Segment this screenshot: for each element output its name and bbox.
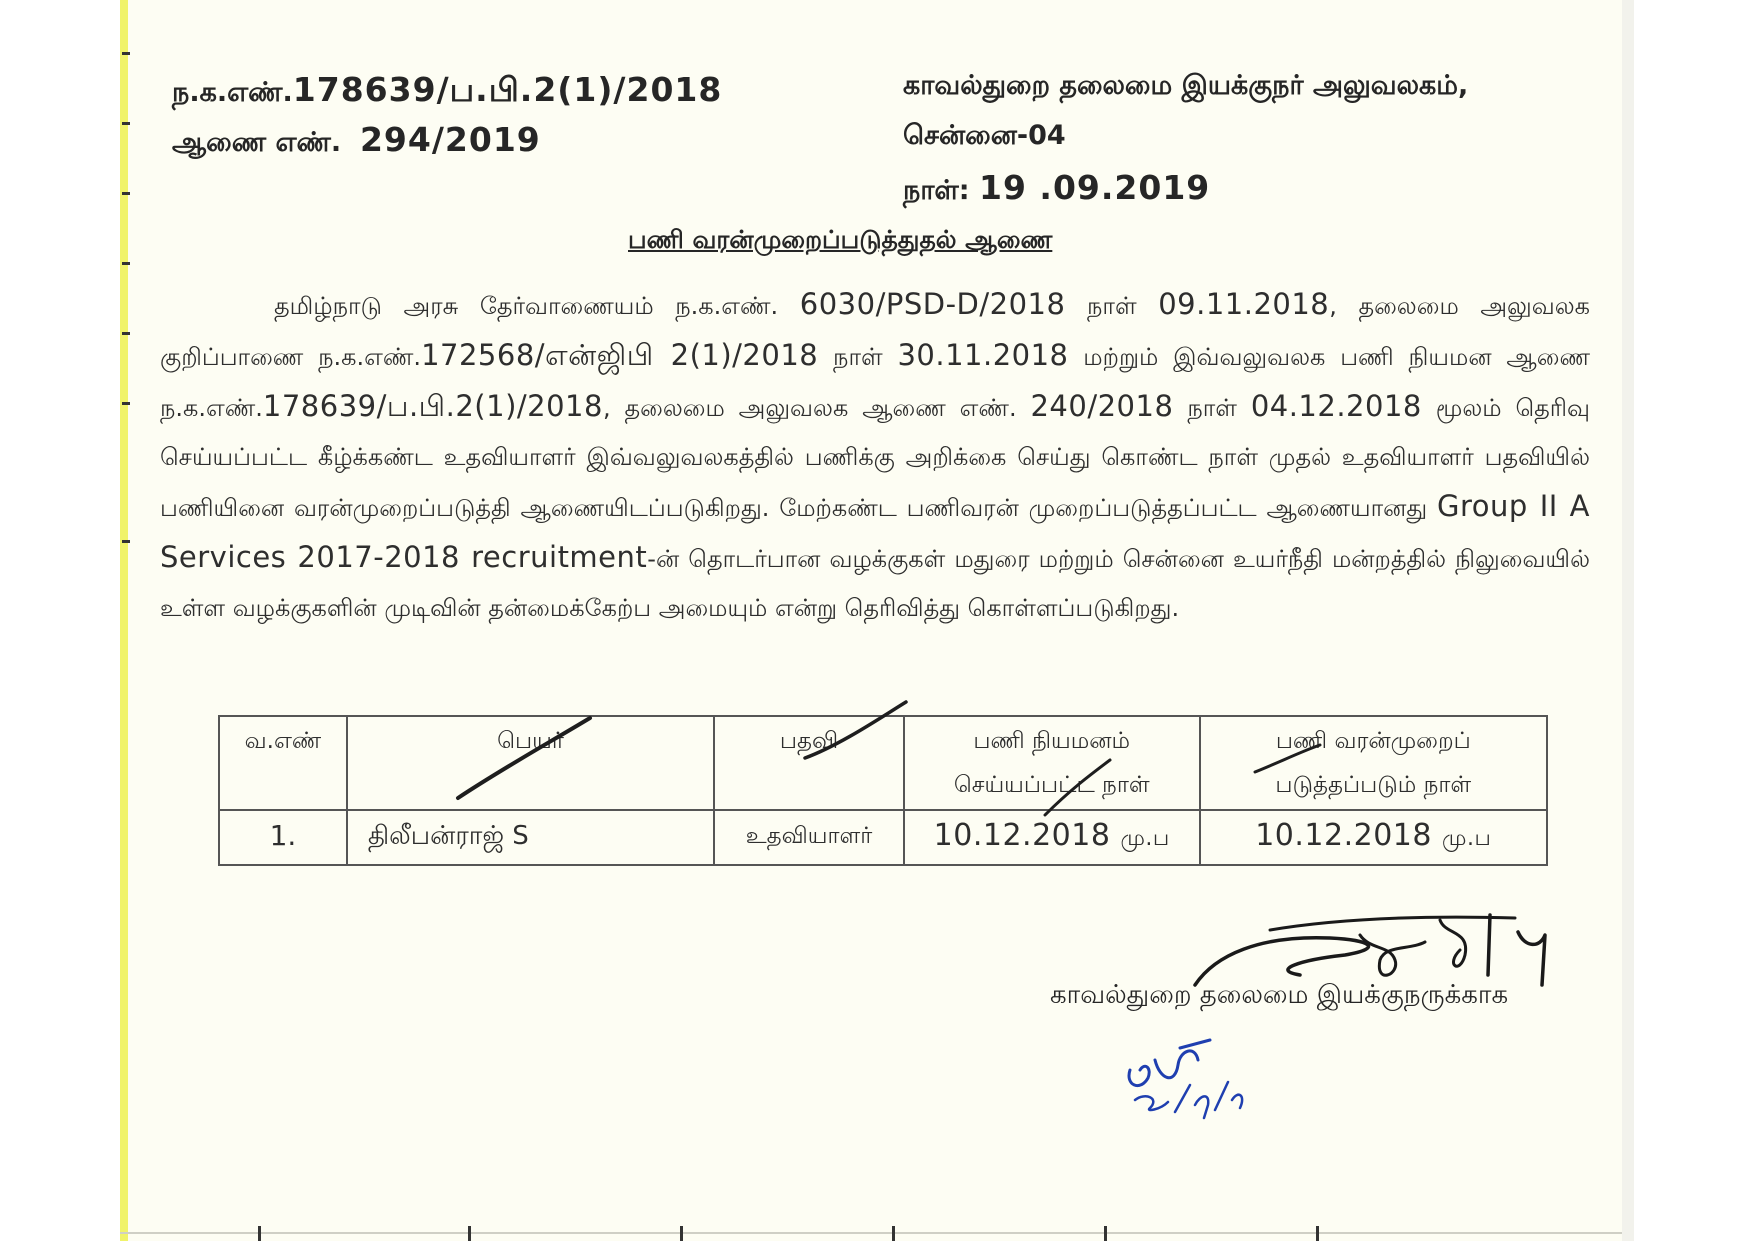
body-text: நாள் [1173, 394, 1251, 422]
margin-mark [122, 262, 130, 265]
header-line: பணி வரன்முறைப் [1275, 728, 1471, 754]
order-body [160, 280, 1590, 633]
session-label: மு.ப [1442, 826, 1492, 851]
order-date [903, 168, 1210, 210]
order-reference: 240/2018 [1030, 389, 1174, 423]
margin-mark [122, 402, 130, 405]
tnpsc-reference: 6030/PSD-D/2018 [799, 287, 1066, 321]
col-serial-number: வ.எண் [219, 716, 347, 810]
body-text: மூலம் தெரிவு செய்யப்பட்ட கீழ்க்கண்ட உதவியாளர் இவ்வலுவலகத்தில் பணிக்கு அறிக்கை செய்து கொண்ட நாள் முதல் உதவியாளர் பதவியில் பணியினை வரன்முறைப்படுத்தி ஆணையிடப்படுகிறது. மேற்கண்ட பணிவரன் முறைப்படுத்தப்பட்ட ஆணையானது [160, 394, 1591, 522]
reference-number [172, 70, 722, 114]
col-regularisation-date [1200, 716, 1547, 810]
cell-serial-number: 1. [219, 810, 347, 865]
order-value: 294/2019 [359, 120, 541, 159]
header-line: செய்யப்பட்ட நாள் [953, 772, 1150, 798]
margin-mark [468, 1226, 471, 1241]
margin-mark [680, 1226, 683, 1241]
margin-mark [122, 332, 130, 335]
body-text: , தலைமை அலுவலக குறிப்பாணை ந.க.எண். [160, 292, 1590, 371]
margin-mark [122, 540, 130, 543]
body-text: , தலைமை அலுவலக ஆணை எண். [602, 394, 1031, 422]
table-header-row [219, 716, 1547, 810]
margin-mark [892, 1226, 895, 1241]
margin-mark [122, 122, 130, 125]
reference-value: 178639/ப.பி.2(1)/2018 [292, 70, 723, 109]
body-paragraph [160, 280, 1590, 633]
body-text: தமிழ்நாடு அரசு தேர்வாணையம் ந.க.எண். [274, 292, 800, 320]
reference-date: 09.11.2018 [1158, 287, 1330, 321]
reference-label: ந.க.எண். [172, 77, 293, 108]
cell-appointment-date [904, 810, 1200, 865]
header-line: பணி நியமனம் [973, 728, 1131, 754]
margin-mark [122, 192, 130, 195]
date-value: 10.12.2018 [933, 818, 1111, 853]
document-title: பணி வரன்முறைப்படுத்துதல் ஆணை [628, 225, 1053, 254]
memo-reference: 172568/என்ஜிபி 2(1)/2018 [421, 338, 819, 372]
body-text: நாள் [1065, 292, 1159, 320]
margin-mark [122, 52, 130, 55]
margin-mark [258, 1226, 261, 1241]
signatory-designation: காவல்துறை தலைமை இயக்குநருக்காக [1050, 980, 1509, 1010]
order-number [172, 120, 541, 162]
margin-mark [1316, 1226, 1319, 1241]
date-label: நாள்: [903, 175, 970, 206]
cell-name: திலீபன்ராஜ் S [347, 810, 714, 865]
date-value: 10.12.2018 [1255, 818, 1432, 853]
appointment-reference: 178639/ப.பி.2(1)/2018 [262, 389, 603, 423]
header-line: படுத்தப்படும் நாள் [1275, 772, 1472, 798]
recruitment-name: Group II A Services 2017-2018 recruitment [160, 489, 1591, 574]
reference-date: 30.11.2018 [897, 338, 1069, 372]
office-city: சென்னை-04 [903, 120, 1066, 151]
regularisation-table [218, 715, 1548, 866]
body-text: -ன் தொடர்பான வழக்குகள் மதுரை மற்றும் சென்னை உயர்நீதி மன்றத்தில் நிலுவையில் உள்ள வழக்குகளின் முடிவின் தன்மைக்கேற்ப அமையும் என்று தெரிவித்து கொள்ளப்படுகிறது. [160, 545, 1590, 622]
table-row [219, 810, 1547, 865]
order-label: ஆணை எண். [172, 127, 342, 158]
cell-regularisation-date [1200, 810, 1547, 865]
date-value: 19 .09.2019 [979, 168, 1211, 207]
cell-post: உதவியாளர் [714, 810, 904, 865]
body-text: நாள் [818, 343, 898, 371]
col-post: பதவி [714, 716, 904, 810]
col-appointment-date [904, 716, 1200, 810]
reference-date: 04.12.2018 [1250, 389, 1422, 423]
margin-mark [1104, 1226, 1107, 1241]
body-text: மற்றும் இவ்வலுவலக பணி நியமன ஆணை ந.க.எண். [160, 343, 1591, 422]
page-edge [1622, 0, 1634, 1241]
session-label: மு.ப [1120, 826, 1170, 851]
col-name: பெயர் [347, 716, 714, 810]
bottom-border-line [120, 1232, 1622, 1234]
office-name: காவல்துறை தலைமை இயக்குநர் அலுவலகம், [903, 70, 1469, 101]
